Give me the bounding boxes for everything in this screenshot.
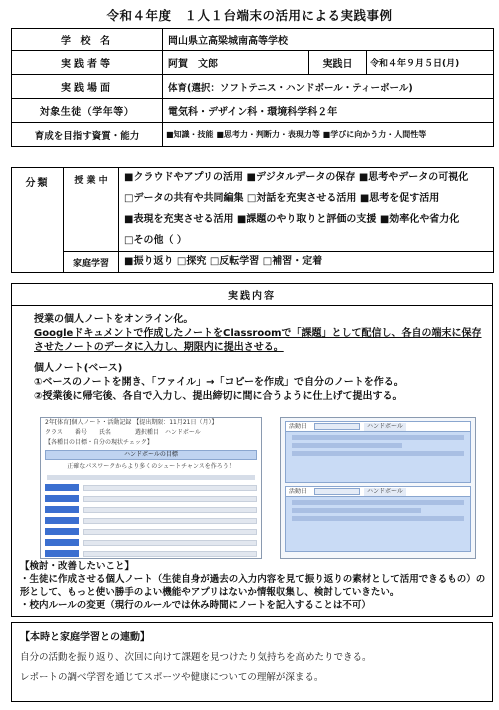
classification-table bbox=[11, 167, 494, 273]
practice-step: ②授業後に帰宅後、各自で入力し、提出締切に間に合うように仕上げて提出する。 bbox=[34, 391, 403, 402]
activity-sport-tag: ハンドボール bbox=[364, 488, 406, 496]
classification-label: 分類 bbox=[12, 168, 64, 273]
notebook-check-row bbox=[45, 538, 257, 547]
practice-step: ①ベースのノートを開き、「ファイル」→「コピーを作成」で自分のノートを作る。 bbox=[34, 377, 404, 388]
practice-header-table bbox=[11, 283, 493, 306]
activity-line bbox=[292, 443, 402, 448]
activity-line bbox=[292, 435, 464, 440]
review-item: ・校内ルールの変更（現行のルールでは休み時間にノートを記入することは不可） bbox=[20, 600, 371, 611]
activity-log-screenshot bbox=[280, 417, 476, 559]
target-label: 対象生徒（学年等） bbox=[12, 99, 163, 123]
activity-line bbox=[292, 451, 464, 456]
ability-label: 育成を目指す資質・能力 bbox=[12, 123, 163, 147]
home-study-label: 家庭学習 bbox=[64, 252, 119, 273]
date-value: 令和４年９月５日(月) bbox=[367, 51, 494, 75]
scene-label: 実践場面 bbox=[12, 75, 163, 99]
home-link-line: 自分の活動を振り返り、次回に向けて課題を見つけたり気持ちを高めたりできる。 bbox=[20, 652, 372, 663]
info-table bbox=[11, 28, 494, 147]
activity-line bbox=[292, 508, 421, 513]
date-label: 実践日 bbox=[309, 51, 367, 75]
notebook-check-row bbox=[45, 483, 257, 492]
target-value: 電気科・デザイン科・環境科学科２年 bbox=[163, 99, 494, 123]
activity-line bbox=[292, 500, 464, 505]
practitioner-label: 実践者等 bbox=[12, 51, 163, 75]
practitioner-value: 阿賀 文郎 bbox=[163, 51, 309, 75]
home-link-title: 【本時と家庭学習との連動】 bbox=[20, 632, 150, 643]
class-option-row: □その他（ ） bbox=[119, 231, 494, 252]
activity-log-panel bbox=[285, 486, 471, 552]
notebook-screenshot bbox=[40, 417, 262, 559]
notebook-goal-text: 【各種目の目標・自分の現状チェック】 bbox=[45, 439, 153, 446]
review-item: ・生徒に作成させる個人ノート（生徒自身が過去の入力内容を見て振り返りの素材として活用できるもの）の形として、もっと使い勝手のよい機能やアプリはないか情報収集し、検討していきたい。 bbox=[20, 574, 486, 598]
activity-log-panel bbox=[285, 421, 471, 483]
practice-paragraph: 個人ノート(ベース) bbox=[34, 363, 123, 374]
class-option-row: □データの共有や共同編集 □対話を充実させる活用 ■思考を促す活用 bbox=[119, 189, 494, 210]
page-title: 令和４年度 １人１台端末の活用による実践事例 bbox=[106, 8, 393, 23]
notebook-check-row bbox=[45, 527, 257, 536]
activity-sport-tag: ハンドボール bbox=[364, 423, 406, 431]
in-class-label: 授 業 中 bbox=[64, 168, 119, 252]
notebook-goal-line: 正確なパスワークからより多くのシュートチャンスを作ろう！ bbox=[67, 463, 235, 470]
notebook-check-row bbox=[45, 549, 257, 558]
ability-value: ■知識・技能 ■思考力・判断力・表現力等 ■学びに向かう力・人間性等 bbox=[163, 123, 494, 147]
activity-date-label: 活動日 bbox=[289, 487, 308, 495]
notebook-check-row bbox=[45, 494, 257, 503]
school-value: 岡山県立高梁城南高等学校 bbox=[163, 29, 494, 51]
notebook-goal-band: ハンドボールの目標 bbox=[45, 450, 257, 460]
practice-paragraph: Googleドキュメントで作成したノートをClassroomで「課題」として配信し、各自の端末に保存させたノートのデータに入力し、期限内に提出させる。 bbox=[34, 328, 482, 353]
home-link-line: レポートの調べ学習を通じてスポーツや健康についての理解が深まる。 bbox=[20, 672, 324, 683]
review-title: 【検討・改善したいこと】 bbox=[20, 561, 135, 572]
notebook-check-row bbox=[45, 505, 257, 514]
notebook-line bbox=[47, 475, 255, 480]
home-link-box bbox=[11, 622, 493, 702]
notebook-header-text: 2年[体育]個人ノート・活動記録 【提出期限：11月21日（月）】 bbox=[45, 419, 218, 426]
activity-date-label: 活動日 bbox=[289, 422, 308, 430]
practice-paragraph: 授業の個人ノートをオンライン化。 bbox=[34, 314, 194, 325]
class-option-row: ■表現を充実させる活用 ■課題のやり取りと評価の支援 ■効率化や省力化 bbox=[119, 210, 494, 231]
practice-body bbox=[11, 305, 493, 617]
class-option-row: ■クラウドやアプリの活用 ■デジタルデータの保存 ■思考やデータの可視化 bbox=[119, 168, 494, 189]
practice-heading: 実践内容 bbox=[12, 284, 493, 306]
scene-value: 体育(選択：ソフトテニス・ハンドボール・ティーボール) bbox=[163, 75, 494, 99]
home-study-options: ■振り返り □探究 □反転学習 □補習・定着 bbox=[119, 252, 494, 273]
school-label: 学 校 名 bbox=[12, 29, 163, 51]
notebook-check-row bbox=[45, 516, 257, 525]
notebook-fields-text: クラス 番号 氏名 選択種目 ハンドボール bbox=[45, 429, 201, 436]
activity-line bbox=[292, 516, 464, 521]
